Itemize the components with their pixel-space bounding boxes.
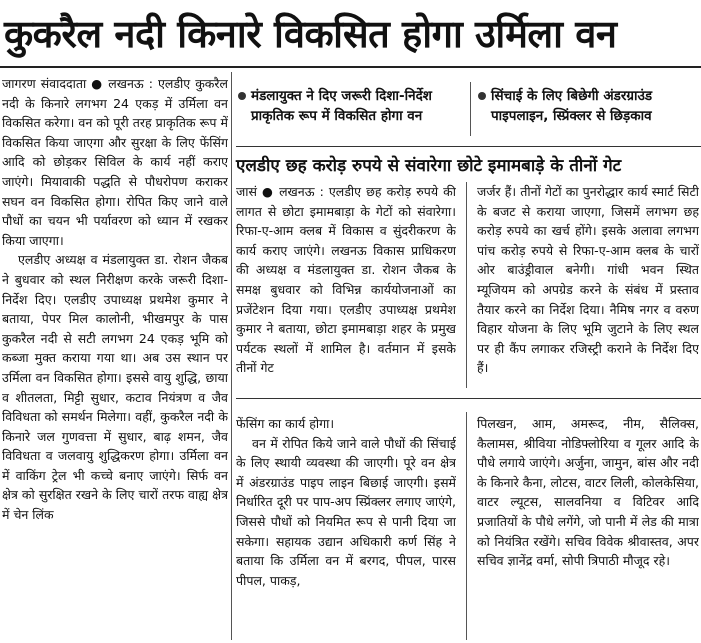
column-divider bbox=[466, 412, 467, 640]
highlight-line: मंडलायुक्त ने दिए जरूरी दिशा-निर्देश bbox=[251, 88, 432, 104]
body-line: फेंसिंग का कार्य होगा। bbox=[236, 416, 335, 431]
body-paragraph: एलडीए अध्यक्ष व मंडलायुक्त डा. रोशन जैकब ने बुधवार को स्थल निरीक्षण करके जरूरी दिशा-निर्देश दिए। एलडीए उपाध्यक्ष प्रथमेश कुमार ने बताया, पेपर मिल कालोनी, भीखमपुर के पास कुकरैल नदी से सटी लगभग 24 एकड़ भूमि को कब्जा मुक्त कराया गया था। अब उस स्थान पर उर्मिला वन विकसित होगा। इससे वायु शुद्धि, छाया व शीतलता, मिट्टी सुधार, कटाव नियंत्रण व जैव विविधता को समर्थन मिलेगा। वहीं, कुकरैल नदी के किनारे जल गुणवत्ता में सुधार, बाढ़ शमन, जैव विविधता व जलवायु शुद्धिकरण होगा। उर्मिला वन में वाकिंग ट्रेल भी कच्चे बनाए जाएंगे। सिर्फ वन क्षेत्र को सुरक्षित रखने के लिए चारों तरफ वाह्य क्षेत्र में चेन लिंक bbox=[2, 252, 228, 523]
body-paragraph: वन में रोपित किये जाने वाले पौधों की सिंचाई के लिए स्थायी व्यवस्था की जाएगी। पूरे वन क्षेत्र में अंडरग्राउंड पाइप लाइन बिछाई जाएगी। इसमें निर्धारित दूरी पर पाप-अप स्प्रिंक्लर लगाए जाएंगे, जिससे पौधों को नियमित रूप से पानी दिया जा सकेगा। सहायक उद्यान अधिकारी कर्ण सिंह ने बताया कि उर्मिला वन में बरगद, पीपल, पारस पीपल, पाकड़, bbox=[236, 435, 456, 588]
headline-rule bbox=[0, 66, 701, 68]
body-paragraph: जर्जर हैं। तीनों गेटों का पुनरोद्धार कार्य स्मार्ट सिटी के बजट से कराया जाएगा, जिसमें लगभग छह करोड़ रुपये का खर्च होंगे। इसके अलावा लगभग पांच करोड़ रुपये से रिफा-ए-आम क्लब के चारों ओर बाउंड्रीवाल बनेगी। गांधी भवन स्थित म्यूजियम को अपग्रेड करने के संबंध में प्रस्ताव तैयार करने का निर्देश दिया। नैमिष नगर व वरुण विहार योजना के लिए भूमि जुटाने के लिए स्थल पर ही कैंप लगाकर रजिस्ट्री कराने के निर्देश दिए हैं। bbox=[477, 184, 699, 376]
article-column-1 bbox=[2, 74, 228, 640]
section-rule bbox=[236, 146, 701, 147]
highlight-divider bbox=[470, 82, 471, 136]
bullet-icon bbox=[478, 92, 486, 100]
body-paragraph: पिलखन, आम, अमरूद, नीम, सैलिक्स, कैलामस, श्रीविया नोडिफ्लोरिया व गूलर आदि के पौधे लगाये जाएंगे। अर्जुना, जामुन, बांस और नदी के किनारे कैना, लोटस, वाटर लिली, कोलकेसिया, वाटर ल्यूटस, सालवनिया व विटिवर आदि प्रजातियों के पौधे लगेंगे, जो पानी में लेड की मात्रा को नियंत्रित रखेंगे। सचिव विवेक श्रीवास्तव, अपर सचिव ज्ञानेंद्र वर्मा, सोपी त्रिपाठी मौजूद रहे। bbox=[477, 416, 699, 569]
sub-article-headline: एलडीए छह करोड़ रुपये से संवारेगा छोटे इमामबाड़े के तीनों गेट bbox=[236, 156, 622, 176]
body-paragraph: जासं ● लखनऊ : एलडीए छह करोड़ रुपये की लागत से छोटा इमामबाड़ा के गेटों को संवारेगा। रिफा-ए-आम क्लब में विकास व सुंदरीकरण के कार्य कराए जाएंगे। लखनऊ विकास प्राधिकरण की अध्यक्ष व मंडलायुक्त डा. रोशन जैकब के समक्ष बुधवार को विभिन्न कार्ययोजनाओं का प्रजेंटेशन दिया गया। एलडीए उपाध्यक्ष प्रथमेश कुमार ने बताया, छोटा इमामबाड़ा शहर के प्रमुख पर्यटक स्थलों में शामिल है। वर्तमान में इसके तीनों गेट bbox=[236, 184, 456, 376]
headline: कुकरैल नदी किनारे विकसित होगा उर्मिला वन bbox=[4, 12, 617, 56]
bullet-icon bbox=[238, 92, 246, 100]
highlight-box-2 bbox=[478, 86, 652, 126]
sub-article-column-2 bbox=[477, 182, 699, 388]
dateline-paragraph: जागरण संवाददाता ● लखनऊ : एलडीए कुकरैल नदी के किनारे लगभग 24 एकड़ में उर्मिला वन विकसित करेगा। वन को पूरी तरह प्राकृतिक रूप में विकसित किया जाएगा और सुरक्षा के लिए फेंसिंग आदि को छोड़कर सिविल के कार्य नहीं कराए जाएंगे। मियावाकी पद्धति से पौधरोपण कराकर सघन वन विकसित होगा। रोपित किए जाने वाले पौधों का चयन भी पर्यावरण को ध्यान में रखकर किया जाएगा। bbox=[2, 76, 228, 248]
highlight-line: पाइपलाइन, स्प्रिंक्लर से छिड़काव bbox=[491, 108, 652, 124]
column-divider bbox=[466, 182, 467, 388]
highlight-line: सिंचाई के लिए बिछेगी अंडरग्राउंड bbox=[491, 88, 653, 104]
article-column-2 bbox=[236, 414, 456, 640]
section-rule bbox=[236, 398, 701, 399]
highlight-line: प्राकृतिक रूप में विकसित होगा वन bbox=[251, 108, 423, 124]
column-divider bbox=[231, 72, 232, 640]
sub-article-column-1 bbox=[236, 182, 456, 388]
article-column-3 bbox=[477, 414, 699, 640]
highlight-box-1 bbox=[238, 86, 432, 126]
